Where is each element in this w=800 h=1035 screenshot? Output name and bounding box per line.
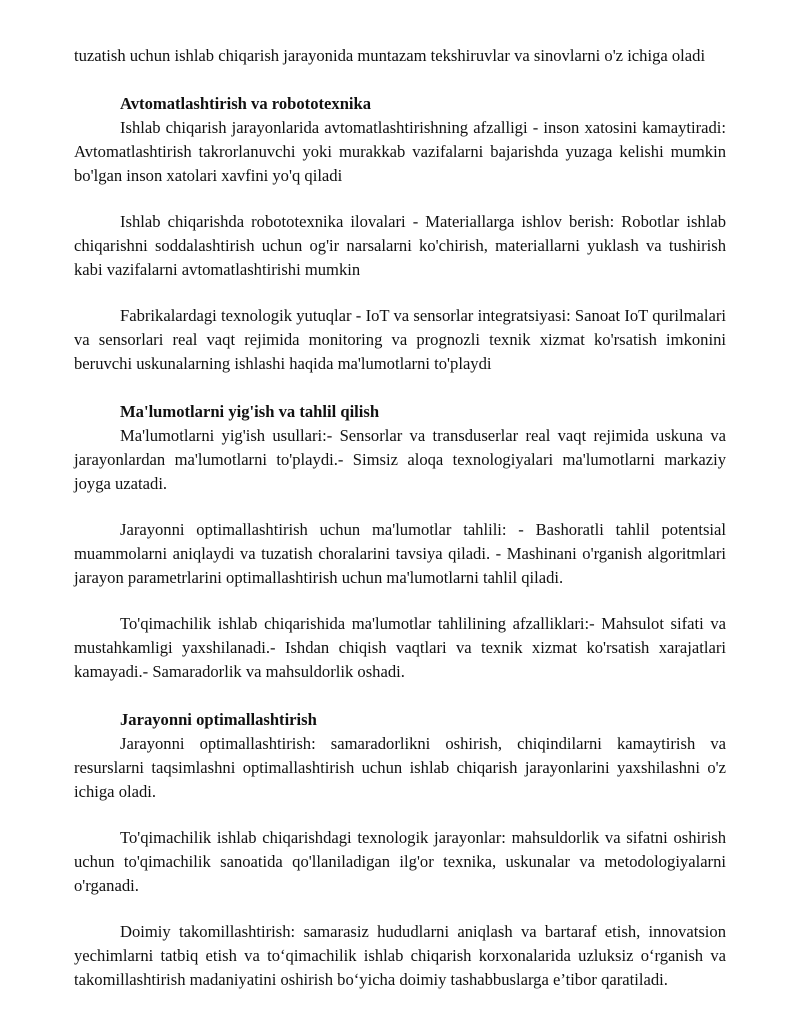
paragraph-automation-2: Ishlab chiqarishda robototexnika ilovalari - Materiallarga ishlov berish: Robotlar ishlab chiqarishni soddalashtirish uchun og'ir narsalarni ko'chirish, materiallarni yuklash va tushirish kabi vazifalarni avtomatlashtirishi mumkin <box>74 212 726 279</box>
section-heading-automation: Avtomatlashtirish va robototexnika <box>120 94 372 113</box>
paragraph-automation-3: Fabrikalardagi texnologik yutuqlar - IoT va sensorlar integratsiyasi: Sanoat IoT qurilmalari va sensorlari real vaqt rejimida monitoring va prognozli texnik xizmat ko'rsatish imkonini beruvchi uskunalarning ishlashi haqida ma'lumotlarni to'playdi <box>74 306 726 373</box>
paragraph-data-3: To'qimachilik ishlab chiqarishida ma'lumotlar tahlilining afzalliklari:- Mahsulot sifati va mustahkamligi yaxshilanadi.- Ishdan chiqish vaqtlari va texnik xizmat ko'rsatish xarajatlari kamayadi.- Samaradorlik va mahsuldorlik oshadi. <box>74 614 726 681</box>
paragraph-optimization-3: Doimiy takomillashtirish: samarasiz hududlarni aniqlash va bartaraf etish, innovatsion yechimlarni tatbiq etish va to‘qimachilik ishlab chiqarish korxonalarida uzluksiz o‘rganish va takomillashtirish madaniyatini oshirish bo‘yicha doimiy tashabbuslarga e’tibor qaratiladi. <box>74 922 726 989</box>
intro-paragraph: tuzatish uchun ishlab chiqarish jarayonida muntazam tekshiruvlar va sinovlarni o'z ichiga oladi <box>74 46 706 65</box>
paragraph-optimization-2: To'qimachilik ishlab chiqarishdagi texnologik jarayonlar: mahsuldorlik va sifatni oshirish uchun to'qimachilik sanoatida qo'llaniladigan ilg'or texnika, uskunalar va metodologiyalarni o'rganadi. <box>74 828 726 895</box>
section-heading-data-analysis: Ma'lumotlarni yig'ish va tahlil qilish <box>120 402 380 421</box>
paragraph-optimization-1: Jarayonni optimallashtirish: samaradorlikni oshirish, chiqindilarni kamaytirish va resurslarni taqsimlashni optimallashtirish uchun ishlab chiqarish jarayonlarini yaxshilashni o'z ichiga oladi. <box>74 734 726 801</box>
paragraph-automation-1: Ishlab chiqarish jarayonlarida avtomatlashtirishning afzalligi - inson xatosini kamaytiradi: Avtomatlashtirish takrorlanuvchi yoki murakkab vazifalarni bajarishda yuzaga kelishi mumkin bo'lgan inson xatolari xavfini yo'q qiladi <box>74 118 726 185</box>
paragraph-data-2: Jarayonni optimallashtirish uchun ma'lumotlar tahlili: - Bashoratli tahlil potentsial muammolarni aniqlaydi va tuzatish choralarini tavsiya qiladi. - Mashinani o'rganish algoritmlari jarayon parametrlarini optimallashtirish uchun ma'lumotlarni tahlil qiladi. <box>74 520 726 587</box>
paragraph-data-1: Ma'lumotlarni yig'ish usullari:- Sensorlar va transduserlar real vaqt rejimida uskuna va jarayonlardan ma'lumotlarni to'playdi.- Simsiz aloqa texnologiyalari ma'lumotlarni markaziy joyga uzatadi. <box>74 426 726 493</box>
section-heading-optimization: Jarayonni optimallashtirish <box>120 710 317 729</box>
